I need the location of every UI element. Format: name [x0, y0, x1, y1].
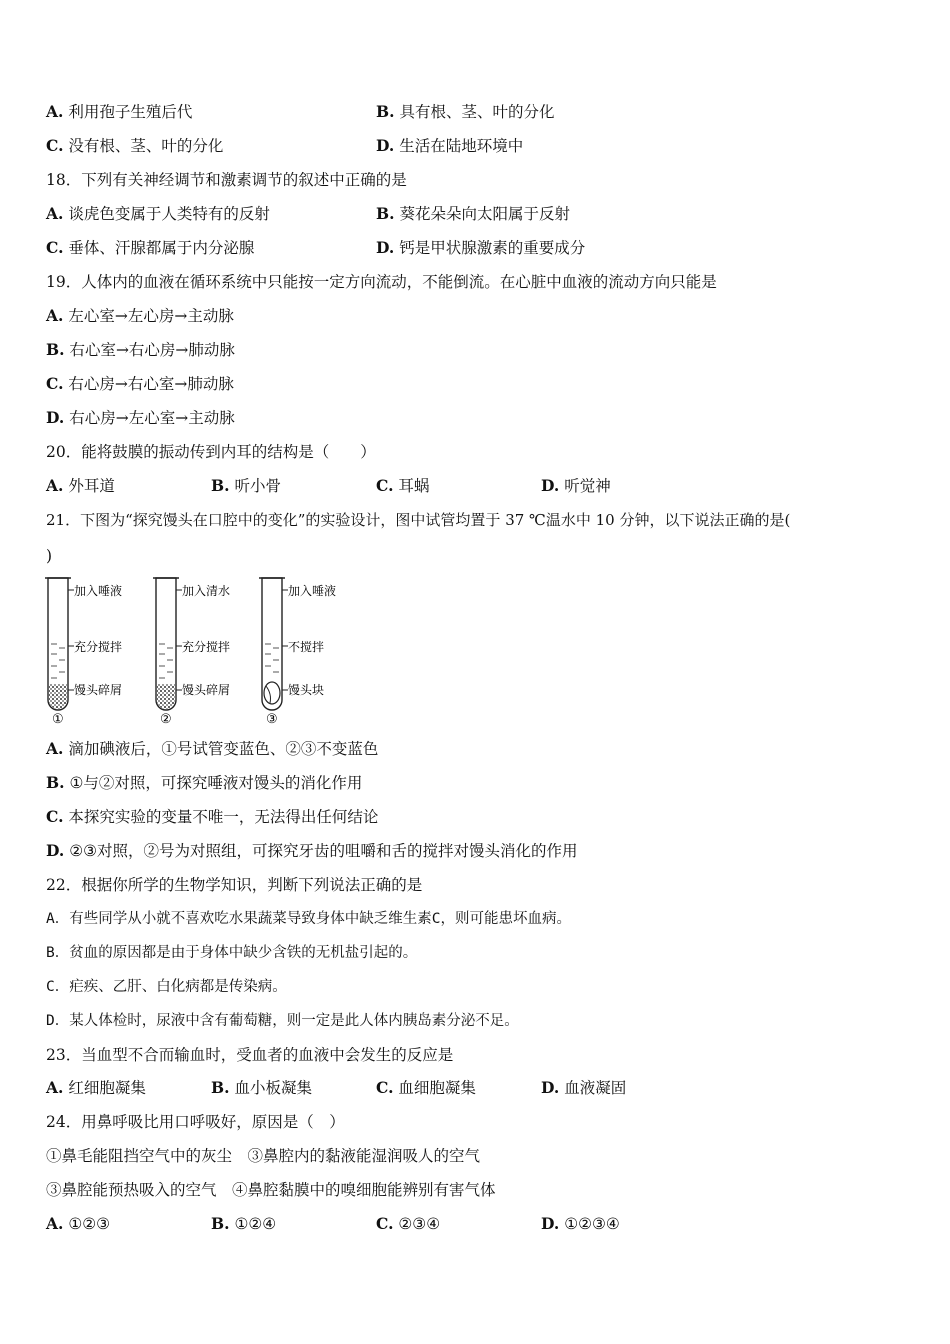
- q24-statement-1: ①鼻毛能阻挡空气中的灰尘 ③鼻腔内的黏液能湿润吸人的空气: [46, 1147, 481, 1165]
- tube-2-middle-label: 充分搅拌: [182, 640, 231, 654]
- q22-option-a: A．有些同学从小就不喜欢吃水果蔬菜导致身体中缺乏维生素C，则可能患坏血病。: [46, 911, 571, 927]
- q21-stem-cont: ): [46, 547, 53, 565]
- q21-stem: 21．下图为“探究馒头在口腔中的变化”的实验设计，图中试管均置于 37 ℃温水中 10 分钟，以下说法正确的是(: [46, 511, 791, 529]
- q21-option-a: A. 滴加碘液后，①号试管变蓝色、②③不变蓝色: [46, 739, 379, 758]
- q21-option-b: B. ①与②对照，可探究唾液对馒头的消化作用: [46, 773, 363, 792]
- q22-stem: 22．根据你所学的生物学知识，判断下列说法正确的是: [46, 876, 423, 894]
- q24-option-a: A. ①②③: [46, 1214, 111, 1233]
- q19-stem: 19．人体内的血液在循环系统中只能按一定方向流动，不能倒流。在心脏中血液的流动方向只能是: [46, 273, 717, 291]
- q20-option-b: B. 听小骨: [211, 476, 281, 495]
- tube-2-bottom-label: 馒头碎屑: [182, 683, 231, 697]
- q18-option-c: C. 垂体、汗腺都属于内分泌腺: [46, 238, 255, 257]
- tube-1-middle-label: 充分搅拌: [74, 640, 123, 654]
- q22-option-b: B．贫血的原因都是由于身体中缺少含铁的无机盐引起的。: [46, 945, 418, 961]
- q19-option-b: B. 右心室→右心房→肺动脉: [46, 340, 235, 359]
- q19-option-d: D. 右心房→左心室→主动脉: [46, 408, 235, 427]
- q24-option-d: D. ①②③④: [541, 1214, 620, 1233]
- q23-option-c: C. 血细胞凝集: [376, 1078, 476, 1097]
- q17-option-d: D. 生活在陆地环境中: [376, 136, 524, 155]
- q17-option-a: A. 利用孢子生殖后代: [46, 102, 193, 121]
- q20-option-a: A. 外耳道: [46, 476, 115, 495]
- q17-option-b: B. 具有根、茎、叶的分化: [376, 102, 555, 121]
- q24-option-c: C. ②③④: [376, 1214, 441, 1233]
- q23-stem: 23．当血型不合而输血时，受血者的血液中会发生的反应是: [46, 1046, 454, 1064]
- q19-option-c: C. 右心房→右心室→肺动脉: [46, 374, 234, 393]
- test-tube-2: [153, 578, 182, 710]
- tube-3-bottom-label: 馒头块: [288, 683, 325, 697]
- tube-1-bottom-label: 馒头碎屑: [74, 683, 123, 697]
- q24-stem: 24．用鼻呼吸比用口呼吸好，原因是（ ）: [46, 1113, 345, 1131]
- q18-option-b: B. 葵花朵朵向太阳属于反射: [376, 204, 570, 223]
- test-tube-figure: [40, 574, 360, 726]
- test-tube-1: [45, 578, 74, 710]
- q21-option-d: D. ②③对照，②号为对照组，可探究牙齿的咀嚼和舌的搅拌对馒头消化的作用: [46, 841, 578, 860]
- q24-option-b: B. ①②④: [211, 1214, 277, 1233]
- q23-option-d: D. 血液凝固: [541, 1078, 627, 1097]
- tube-1-top-label: 加入唾液: [74, 584, 123, 598]
- q21-option-c: C. 本探究实验的变量不唯一，无法得出任何结论: [46, 807, 379, 826]
- q17-option-c: C. 没有根、茎、叶的分化: [46, 136, 224, 155]
- q22-option-d: D．某人体检时，尿液中含有葡萄糖，则一定是此人体内胰岛素分泌不足。: [46, 1013, 519, 1029]
- q18-stem: 18．下列有关神经调节和激素调节的叙述中正确的是: [46, 171, 407, 189]
- tube-2-number: ②: [160, 712, 172, 726]
- tube-2-top-label: 加入清水: [182, 584, 231, 598]
- q24-statement-2: ③鼻腔能预热吸入的空气 ④鼻腔黏膜中的嗅细胞能辨别有害气体: [46, 1181, 496, 1199]
- q18-option-d: D. 钙是甲状腺激素的重要成分: [376, 238, 586, 257]
- q20-stem: 20．能将鼓膜的振动传到内耳的结构是（ ）: [46, 443, 376, 461]
- q20-option-d: D. 听觉神: [541, 476, 611, 495]
- test-tube-3: [259, 578, 288, 710]
- tube-3-middle-label: 不搅拌: [288, 640, 325, 654]
- tube-1-number: ①: [52, 712, 64, 726]
- q23-option-a: A. 红细胞凝集: [46, 1078, 146, 1097]
- q23-option-b: B. 血小板凝集: [211, 1078, 312, 1097]
- tube-3-number: ③: [266, 712, 278, 726]
- q19-option-a: A. 左心室→左心房→主动脉: [46, 306, 234, 325]
- q20-option-c: C. 耳蜗: [376, 476, 430, 495]
- tube-3-top-label: 加入唾液: [288, 584, 337, 598]
- q22-option-c: C．疟疾、乙肝、白化病都是传染病。: [46, 979, 287, 995]
- q18-option-a: A. 谈虎色变属于人类特有的反射: [46, 204, 270, 223]
